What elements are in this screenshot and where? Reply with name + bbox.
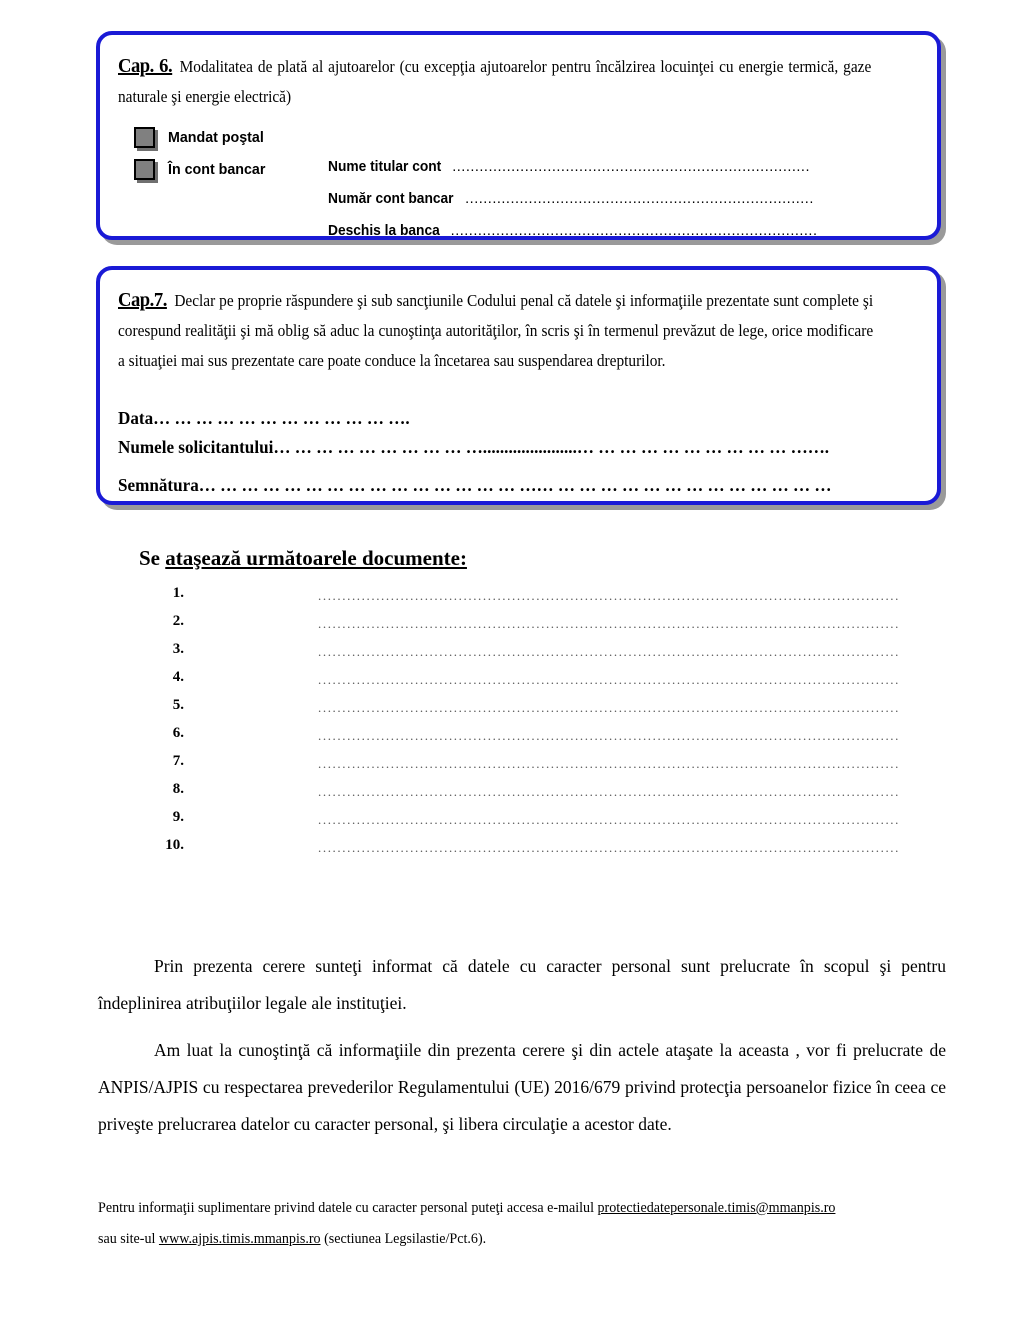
list-item-dotted-line[interactable]: ........................................................................................................................ — [318, 672, 900, 687]
website-link[interactable]: www.ajpis.timis.mmanpis.ro — [158, 1231, 321, 1247]
footer-line2-prefix: sau site-ul — [98, 1231, 159, 1247]
footer-line1-prefix: Pentru informaţii suplimentare privind datele cu caracter personal puteţi accesa e-mailul — [98, 1200, 598, 1216]
cap6-label: Cap. 6. — [118, 55, 173, 77]
list-item-dotted-line[interactable]: ........................................................................................................................ — [318, 784, 900, 799]
bank-field-dotted-line[interactable]: ............................................................................... — [452, 159, 810, 175]
attachments-list — [148, 585, 948, 865]
gdpr-paragraph-1: Prin prezenta cerere sunteţi informat că datele cu caracter personal sunt prelucrate în scopul şi pentru îndeplinirea atribuţiilor legale ale instituţiei. — [98, 956, 946, 1013]
list-item[interactable] — [148, 809, 948, 837]
list-item[interactable] — [148, 697, 948, 725]
bank-field-nume-titular[interactable] — [328, 159, 1010, 175]
list-item-dotted-line[interactable]: ........................................................................................................................ — [318, 644, 900, 659]
bank-field-label: Deschis la banca — [328, 223, 440, 239]
gdpr-paragraph-2: Am luat la cunoştinţă că informaţiile din prezenta cerere şi din actele ataşate la aceasta , vor fi prelucrate de ANPIS/AJPIS cu respectarea prevederilor Regulamentului (UE) 2016/679 privind protecţia persoanelor fizice în ceea ce priveşte prelucrarea datelor cu caracter personal, şi libera circulaţie a acestor date. — [98, 1040, 946, 1134]
list-item-number: 6. — [172, 725, 184, 741]
attachments-heading-prefix: Se — [139, 546, 166, 570]
list-item[interactable] — [148, 641, 948, 669]
list-item[interactable] — [148, 781, 948, 809]
list-item-dotted-line[interactable]: ........................................................................................................................ — [318, 616, 900, 631]
list-item[interactable] — [148, 585, 948, 613]
list-item-dotted-line[interactable]: ........................................................................................................................ — [318, 588, 900, 603]
payment-option-cont-bancar[interactable] — [134, 159, 271, 180]
cap6-text: Modalitatea de plată al ajutoarelor (cu excepţia ajutoarelor pentru încălzirea locuinţei cu energie termică, gaze naturale şi energie electrică) — [118, 57, 872, 106]
list-item[interactable] — [148, 669, 948, 697]
bank-field-dotted-line[interactable]: ................................................................................. — [450, 223, 818, 239]
cap6-paragraph — [118, 51, 871, 112]
list-item-number: 8. — [172, 781, 184, 797]
attachments-heading — [139, 546, 467, 571]
list-item-dotted-line[interactable]: ........................................................................................................................ — [318, 756, 900, 771]
list-item-number: 4. — [172, 669, 184, 685]
footer-contact-info — [98, 1193, 921, 1255]
list-item-number: 5. — [172, 697, 184, 713]
cap7-paragraph — [118, 285, 873, 376]
bank-field-label: Nume titular cont — [328, 159, 442, 175]
payment-option-label: În cont bancar — [168, 161, 266, 178]
list-item[interactable] — [148, 613, 948, 641]
email-link[interactable]: protectiedatepersonale.timis@mmanpis.ro — [597, 1200, 836, 1216]
checkbox-icon[interactable] — [134, 159, 155, 180]
list-item-dotted-line[interactable]: ........................................................................................................................ — [318, 812, 900, 827]
list-item-number: 7. — [172, 753, 184, 769]
list-item-dotted-line[interactable]: ........................................................................................................................ — [318, 728, 900, 743]
payment-option-label: Mandat poştal — [168, 129, 264, 146]
list-item-number: 1. — [172, 585, 184, 601]
attachments-heading-underlined: ataşează următoarele documente: — [165, 546, 467, 570]
checkbox-icon[interactable] — [134, 127, 155, 148]
list-item-dotted-line[interactable]: ........................................................................................................................ — [318, 840, 900, 855]
cap7-text: Declar pe proprie răspundere şi sub sancţiunile Codului penal că datele şi informaţiile prezentate sunt complete şi corespund realităţii şi mă oblig să aduc la cunoştinţa autorităţilor, în scris şi în termenul prevăzut de lege, orice modificare a situaţiei mai sus prezentate care poate conduce la încetarea sau suspendarea drepturilor. — [118, 291, 874, 370]
bank-field-deschis-la-banca[interactable] — [328, 223, 1010, 239]
cap7-section-box — [96, 266, 941, 505]
list-item-number: 2. — [172, 613, 184, 629]
payment-option-mandat-postal[interactable] — [134, 127, 269, 148]
field-numele-solicitantului[interactable]: Numele solicitantului… … … … … … … … … …......................… … … … … … … … … … ……. — [118, 437, 830, 457]
list-item-number: 10. — [165, 837, 184, 853]
list-item[interactable] — [148, 725, 948, 753]
cap6-section-box — [96, 31, 941, 240]
list-item[interactable] — [148, 837, 948, 865]
list-item[interactable] — [148, 753, 948, 781]
list-item-dotted-line[interactable]: ........................................................................................................................ — [318, 700, 900, 715]
field-semnatura[interactable]: Semnătura… … … … … … … … … … … … … … … …… … … … … … … … … … … … … … — [118, 475, 832, 495]
bank-field-numar-cont[interactable] — [328, 191, 1010, 207]
bank-field-dotted-line[interactable]: ............................................................................. — [465, 191, 814, 207]
cap7-label: Cap.7. — [118, 289, 167, 311]
list-item-number: 9. — [172, 809, 184, 825]
list-item-number: 3. — [172, 641, 184, 657]
field-data[interactable]: Data… … … … … … … … … … … …. — [118, 408, 410, 428]
bank-field-label: Număr cont bancar — [328, 191, 454, 207]
footer-line2-suffix: (sectiunea Legsilastie/Pct.6). — [320, 1231, 487, 1247]
